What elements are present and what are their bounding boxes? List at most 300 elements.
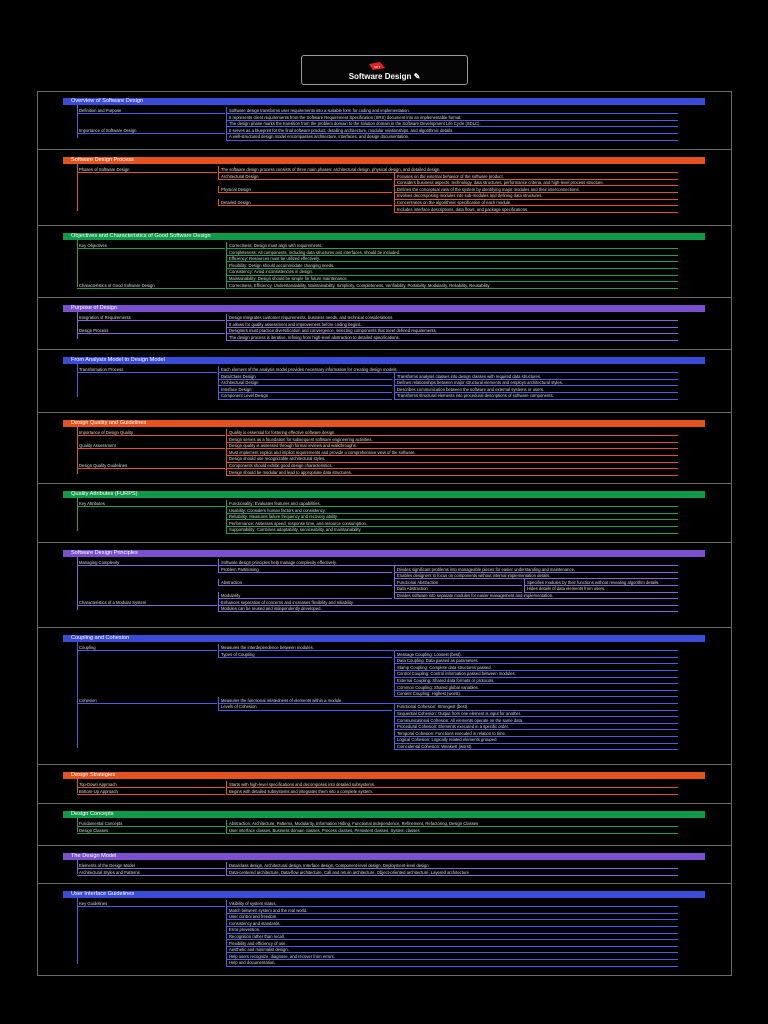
connector-line: [226, 946, 227, 952]
connector-line: [226, 926, 227, 932]
node-text: Starts with high-level specifications and decomposes into detailed subsystems.: [229, 782, 376, 787]
node-text: The software design process consists of three main phases: architectural design, physical design, and detailed design.: [221, 167, 441, 172]
connector-line: [218, 566, 219, 572]
connector-line: [394, 696, 678, 697]
connector-line: [226, 340, 678, 341]
connector-line: [226, 107, 227, 113]
connector-line: [394, 392, 395, 398]
connector-line: [226, 781, 227, 787]
connector-line: [226, 275, 227, 281]
connector-line: [394, 749, 678, 750]
node-text: Performance: Assesses speed, response time, and resource consumption.: [229, 520, 368, 526]
node-text: Consistency and standards.: [229, 920, 281, 926]
connector-line: [77, 372, 217, 373]
node-text: Completeness: All components, including data structures and interfaces, should be included.: [229, 249, 401, 255]
connector-line: [394, 723, 395, 729]
node-text: Correctness, Efficiency, Understandability, Maintainability, Simplicity, Completeness, Verifiability, Portability, Modularity, Reliability, Reusability: [229, 282, 490, 288]
node-topic: Definition and Purpose: [79, 108, 122, 113]
connector-line: [77, 448, 225, 449]
node-text: Logical Cohesion: Logically related elements grouped.: [397, 737, 498, 743]
node-topic: Managing Complexity: [79, 560, 120, 565]
connector-line: [77, 172, 217, 173]
node-topic: Architectural Styles and Patterns: [79, 869, 140, 875]
connector-line: [226, 436, 227, 442]
node-text: Software design principles help manage complexity effectively.: [221, 560, 337, 565]
page-title: Software Design ✎: [348, 72, 421, 81]
connector-line: [226, 794, 678, 795]
node-text: Defines the conceptual view of the system by identifying major modules and their interconnections.: [397, 186, 580, 192]
connector-line: [394, 743, 395, 749]
node-text: The design phase marks the transition from the problem domain to the solution domain in the Software Development Life Cycle (SDLC).: [229, 121, 481, 127]
node-text: Concentrates on the algorithmic specification of each module.: [397, 200, 512, 205]
node-text: Common Coupling: Shared global variables.: [397, 684, 479, 690]
node-text: Sequential Cohesion: Output from one element is input for another.: [397, 711, 522, 716]
connector-line: [77, 468, 225, 469]
node-text: Software design transforms user requirements into a suitable form for coding and implementation.: [229, 108, 410, 113]
section-title: From Analysis Model to Design Model: [71, 357, 165, 363]
node-topic: Coupling: [79, 645, 96, 650]
node-text: Aesthetic and minimalist design.: [229, 947, 289, 953]
connector-line: [394, 386, 395, 392]
node-text: Maintainability: Design should be simple for future maintenance.: [229, 276, 348, 281]
node-text: User interface classes, Business domain classes, Process classes, Persistent classes, System classes: [229, 827, 420, 833]
node-text: Design should use recognizable architectural styles.: [229, 456, 326, 462]
section-header[interactable]: [63, 853, 705, 860]
connector-line: [394, 690, 395, 696]
connector-line: [218, 192, 392, 193]
node-text: Functionality: Evaluates features and capabilities.: [229, 501, 321, 506]
connector-line: [226, 475, 678, 476]
connector-line: [394, 703, 395, 709]
section-header[interactable]: [63, 811, 705, 818]
section-2: [37, 226, 732, 298]
connector-line: [77, 288, 225, 289]
node-topic: Top-Down Approach: [79, 782, 117, 787]
connector-line: [77, 794, 225, 795]
node-text: Component Level Design: [221, 393, 269, 399]
section-header[interactable]: [63, 98, 705, 105]
node-text: Communicational Cohesion: All elements operate on the same data.: [397, 717, 524, 723]
node-topic: Design Process: [79, 328, 109, 334]
connector-line: [218, 399, 392, 400]
connector-line: [77, 364, 78, 397]
connector-line: [77, 506, 225, 507]
connector-line: [394, 199, 395, 205]
connector-line: [226, 966, 678, 967]
connector-line: [77, 650, 217, 651]
node-topic: Phases of Software Design: [79, 167, 130, 172]
connector-line: [77, 248, 225, 249]
connector-line: [77, 240, 78, 287]
connector-line: [226, 959, 678, 960]
connector-line: [77, 133, 225, 134]
connector-line: [226, 933, 227, 939]
node-text: Reliability: Measures failure frequency and recovery ability.: [229, 514, 338, 520]
section-9: [37, 765, 732, 804]
node-text: The design process is iterative, refining from high-level abstraction to detailed specifications.: [229, 334, 400, 340]
node-text: Flexibility: Design should accommodate changing needs.: [229, 262, 335, 268]
connector-line: [218, 205, 392, 206]
node-topic: Fundamental Concepts: [79, 821, 123, 826]
connector-line: [226, 833, 678, 834]
connector-line: [226, 262, 227, 268]
node-text: Control Coupling: Control information passed between modules.: [397, 671, 516, 677]
connector-line: [77, 906, 225, 907]
connector-line: [226, 507, 227, 513]
connector-line: [77, 312, 78, 339]
node-text: Begins with detailed subsystems and integrates them into a complete system.: [229, 788, 373, 794]
section-header[interactable]: [63, 550, 705, 557]
node-text: It allows for quality assessment and improvement before coding begins.: [229, 321, 362, 327]
connector-line: [218, 579, 219, 585]
connector-line: [394, 684, 395, 690]
section-3: [37, 298, 732, 350]
node-text: Designers must practice diversification and convergence, selecting components that meet defined requirements.: [229, 328, 437, 334]
node-text: Abstraction, Architecture, Patterns, Modularity, Information Hiding, Functional Independence, Refinement, Refactoring, Design Classes: [229, 821, 479, 826]
section-title: Design Quality and Guidelines: [71, 420, 147, 426]
connector-line: [394, 179, 395, 185]
connector-line: [77, 435, 225, 436]
connector-line: [77, 779, 78, 793]
connector-line: [218, 611, 678, 612]
connector-line: [524, 585, 525, 591]
node-text: Components should exhibit good design characteristics.: [229, 463, 333, 468]
connector-line: [226, 321, 227, 327]
node-text: Data Coupling: Data passed as parameters.: [397, 658, 479, 664]
connector-line: [218, 392, 219, 398]
connector-line: [77, 333, 225, 334]
node-topic: Design Classes: [79, 827, 109, 833]
connector-line: [218, 373, 219, 379]
connector-line: [226, 526, 227, 532]
node-text: Involves decomposing modules into sub-modules and defining data structures.: [397, 193, 543, 199]
node-topic: Integration of Requirements: [79, 315, 131, 320]
section-title: Coupling and Cohesion: [71, 635, 130, 641]
connector-line: [218, 386, 219, 392]
connector-line: [218, 166, 219, 172]
connector-line: [218, 710, 392, 711]
connector-line: [226, 314, 227, 320]
section-7: [37, 543, 732, 628]
section-header[interactable]: [63, 305, 705, 312]
connector-line: [226, 455, 227, 461]
node-text: Help and documentation.: [229, 960, 276, 966]
node-text: Design serves as a foundation for subsequent software engineering activities.: [229, 436, 373, 442]
connector-line: [218, 651, 219, 657]
connector-line: [226, 939, 678, 940]
node-text: Types of Coupling: [221, 651, 255, 657]
node-text: Modularity: [221, 593, 241, 598]
node-topic: Key Attributes: [79, 501, 105, 506]
connector-line: [218, 599, 219, 605]
connector-line: [218, 592, 219, 598]
node-text: Considers business aspects, technology, data structures, performance criteria, and high-level process structure.: [397, 180, 604, 186]
connector-line: [218, 697, 219, 703]
node-topic: Elements of the Design Model: [79, 863, 135, 868]
connector-line: [218, 559, 219, 565]
connector-line: [226, 913, 678, 914]
node-text: Temporal Cohesion: Functions executed in relation to time.: [397, 730, 506, 736]
connector-line: [394, 592, 395, 598]
connector-line: [77, 320, 225, 321]
section-title: Design Strategies: [71, 772, 116, 778]
edit-icon[interactable]: ✎: [413, 72, 421, 81]
node-text: Data Abstraction: [397, 586, 428, 592]
connector-line: [226, 869, 227, 875]
section-10: [37, 804, 732, 846]
section-header[interactable]: [63, 772, 705, 779]
connector-line: [77, 818, 78, 832]
connector-line: [226, 449, 227, 455]
connector-line: [226, 919, 678, 920]
connector-line: [226, 334, 227, 340]
connector-line: [226, 820, 227, 826]
node-text: Each element of the analysis model provides necessary information for creating design models.: [221, 367, 398, 372]
node-text: Measures the interdependence between modules.: [221, 645, 314, 650]
section-header[interactable]: [63, 635, 705, 642]
connector-line: [524, 579, 525, 585]
node-text: Enhances separation of concerns and increases flexibility and reliability.: [221, 599, 354, 605]
connector-line: [226, 875, 678, 876]
connector-line: [226, 940, 227, 946]
node-topic: Design Quality Guidelines: [79, 463, 128, 468]
connector-line: [77, 565, 217, 566]
connector-line: [226, 933, 678, 934]
node-text: Abstraction: [221, 579, 242, 585]
node-topic: Characteristics of Good Software Design: [79, 282, 155, 288]
section-title: Overview of Software Design: [71, 98, 144, 104]
node-text: Data-centered architecture, Data-flow architecture, Call and return architecture, Object-oriented architecture, Layered architecture: [229, 869, 469, 875]
section-title: Purpose of Design: [71, 305, 118, 311]
node-text: Design integrates customer requirements, business needs, and technical considerations.: [229, 315, 394, 320]
node-topic: Importance of Design Quality: [79, 430, 133, 435]
section-title: The Design Model: [71, 853, 117, 859]
section-11: [37, 846, 732, 884]
node-text: Architectural Design: [221, 173, 259, 179]
connector-line: [226, 288, 678, 289]
connector-line: [226, 268, 227, 274]
node-topic: Bottom-Up Approach: [79, 788, 118, 794]
section-6: [37, 484, 732, 543]
node-text: Correctness: Design must align with requirements.: [229, 243, 323, 248]
node-text: Message Coupling: Loosest (best).: [397, 651, 462, 657]
node-text: Functional Abstraction: [397, 579, 439, 585]
node-text: Efficiency: Resources must be utilized effectively.: [229, 256, 321, 262]
connector-line: [226, 788, 227, 794]
connector-line: [218, 366, 219, 372]
connector-line: [218, 703, 219, 709]
node-topic: Cohesion: [79, 697, 97, 703]
connector-line: [226, 913, 227, 919]
svg-text:SDT: SDT: [374, 65, 381, 69]
node-text: Usability: Considers human factors and consistency.: [229, 507, 326, 513]
node-text: Consistency: Avoid inconsistencies in design.: [229, 269, 313, 275]
node-text: It serves as a blueprint for the final software product, detailing architecture, modular relationships, and algorithmic details.: [229, 127, 454, 133]
connector-line: [226, 926, 678, 927]
node-topic: Key Guidelines: [79, 901, 108, 906]
connector-line: [226, 959, 227, 965]
node-text: User control and freedom.: [229, 914, 278, 920]
section-title: Objectives and Characteristics of Good Software Design: [71, 233, 211, 239]
node-text: Procedural Cohesion: Elements executed in a specific order.: [397, 724, 509, 730]
node-text: Stamp Coupling: Complete data structures passed.: [397, 664, 492, 670]
node-text: Flexibility and efficiency of use.: [229, 940, 287, 946]
node-text: Modules can be reused and independently developed.: [221, 606, 322, 612]
connector-line: [77, 113, 225, 114]
connector-line: [394, 572, 395, 578]
connector-line: [226, 900, 227, 906]
connector-line: [218, 379, 219, 385]
node-text: Focuses on the external behavior of the software product.: [397, 173, 504, 179]
connector-line: [394, 379, 395, 385]
connector-line: [226, 242, 227, 248]
connector-line: [226, 255, 227, 261]
section-header[interactable]: [63, 491, 705, 498]
node-topic: Importance of Software Design: [79, 127, 137, 133]
connector-line: [226, 249, 227, 255]
node-text: Includes interface descriptions, data flows, and package specifications.: [397, 206, 529, 212]
connector-line: [226, 513, 227, 519]
section-0: [37, 91, 732, 150]
section-header[interactable]: [63, 357, 705, 364]
connector-line: [226, 140, 678, 141]
node-text: Data/Class Design: [221, 373, 256, 379]
connector-line: [218, 572, 392, 573]
connector-line: [77, 860, 78, 874]
node-text: Transforms analysis classes into design classes with required data structures.: [397, 373, 542, 379]
connector-line: [394, 677, 395, 683]
section-5: [37, 413, 732, 484]
connector-line: [394, 566, 395, 572]
connector-line: [218, 657, 392, 658]
connector-line: [226, 827, 227, 833]
node-text: Must implement explicit and implicit requirements and provide a comprehensive view of the software.: [229, 449, 416, 455]
node-text: Supportability: Combines adaptability, serviceability, and maintainability.: [229, 527, 362, 533]
node-text: Content Coupling: Highest (worst).: [397, 691, 462, 697]
connector-line: [226, 327, 227, 333]
connector-line: [394, 585, 395, 591]
connector-line: [77, 642, 78, 748]
connector-line: [226, 907, 227, 913]
connector-line: [394, 192, 395, 198]
section-title: Design Concepts: [71, 811, 114, 817]
connector-line: [226, 462, 227, 468]
connector-line: [226, 862, 227, 868]
node-text: Functional Cohesion: Strongest (best).: [397, 704, 469, 710]
connector-line: [394, 173, 395, 179]
connector-line: [226, 920, 227, 926]
connector-line: [77, 833, 225, 834]
connector-line: [226, 946, 678, 947]
connector-line: [77, 898, 78, 964]
node-text: Transforms structural elements into procedural descriptions of software components.: [397, 393, 554, 399]
node-text: Help users recognize, diagnose, and recover from errors.: [229, 953, 335, 959]
section-header[interactable]: [63, 420, 705, 427]
connector-line: [394, 598, 678, 599]
node-topic: Quality Assessment: [79, 443, 116, 449]
section-title: Software Design Process: [71, 157, 134, 163]
connector-line: [394, 373, 395, 379]
connector-line: [394, 186, 395, 192]
connector-line: [226, 127, 227, 133]
connector-line: [77, 875, 225, 876]
node-text: Physical Design: [221, 186, 251, 192]
connector-line: [394, 736, 395, 742]
section-title: Software Design Principles: [71, 550, 138, 556]
connector-line: [394, 710, 395, 716]
connector-line: [77, 703, 217, 704]
node-text: Design quality is assessed through formal reviews and walkthroughs.: [229, 443, 358, 449]
connector-line: [226, 282, 227, 288]
node-text: Problem Partitioning: [221, 566, 259, 572]
node-text: Defines relationships between major structural elements and employs architectural styles.: [397, 380, 563, 386]
connector-line: [218, 199, 219, 205]
node-topic: Characteristics of a Modular System: [79, 599, 147, 605]
connector-line: [77, 605, 217, 606]
node-text: Quality is essential for fostering effective software design.: [229, 430, 336, 435]
node-text: External Coupling: Shared data formats or protocols.: [397, 678, 495, 683]
node-text: Divides software into separate modules for easier management and implementation.: [397, 593, 554, 598]
section-header[interactable]: [63, 157, 705, 164]
connector-line: [218, 186, 219, 192]
node-text: Match between system and the real world.: [229, 907, 308, 913]
connector-line: [218, 585, 392, 586]
node-topic: Transformation Process: [79, 367, 124, 372]
connector-line: [226, 442, 227, 448]
connector-line: [394, 657, 395, 663]
node-topic: Key Objectives: [79, 243, 107, 248]
connector-line: [226, 500, 227, 506]
connector-line: [394, 664, 395, 670]
node-text: Interface Design: [221, 386, 252, 392]
node-text: Enables designers to focus on components without internal implementation details.: [397, 573, 551, 579]
title-card: [301, 55, 468, 85]
section-header[interactable]: [63, 891, 705, 898]
connector-line: [218, 644, 219, 650]
node-text: Error prevention.: [229, 927, 261, 933]
node-text: Data/class design, Architectural design, Interface design, Component-level design, Deployment-level design: [229, 863, 429, 868]
connector-line: [77, 164, 78, 211]
connector-line: [218, 605, 219, 611]
connector-line: [226, 114, 227, 120]
node-text: Design should be modular and lead to appropriate data structures.: [229, 469, 352, 475]
node-text: It represents client requirements from the Software Requirement Specification (SRS) document into an implementable format.: [229, 114, 462, 120]
node-text: Divides significant problems into manageable pieces for easier understanding and maintenance.: [397, 566, 576, 572]
node-text: Detailed Design: [221, 200, 251, 205]
node-text: Levels of Cohesion: [221, 704, 257, 710]
connector-line: [394, 206, 395, 212]
node-text: Recognition rather than recall.: [229, 934, 285, 939]
connector-line: [218, 173, 219, 179]
node-text: Coincidental Cohesion: Weakest (worst).: [397, 744, 473, 749]
node-text: A well-structured design model encompasses architecture, interfaces, and design documentation.: [229, 134, 410, 140]
connector-line: [394, 399, 678, 400]
connector-line: [394, 579, 395, 585]
section-header[interactable]: [63, 233, 705, 240]
connector-line: [218, 179, 392, 180]
node-text: Specifies modules by their functions without revealing algorithm details.: [527, 579, 660, 585]
connector-line: [226, 469, 227, 475]
connector-line: [226, 533, 678, 534]
connector-line: [77, 427, 78, 474]
connector-line: [226, 133, 227, 139]
section-8: [37, 628, 732, 765]
node-text: Measures the functional relatedness of elements within a module.: [221, 697, 343, 703]
node-text: Describes communication between the software and external systems or users.: [397, 386, 545, 392]
node-text: Visibility of system status.: [229, 901, 277, 906]
section-4: [37, 350, 732, 413]
connector-line: [394, 717, 395, 723]
